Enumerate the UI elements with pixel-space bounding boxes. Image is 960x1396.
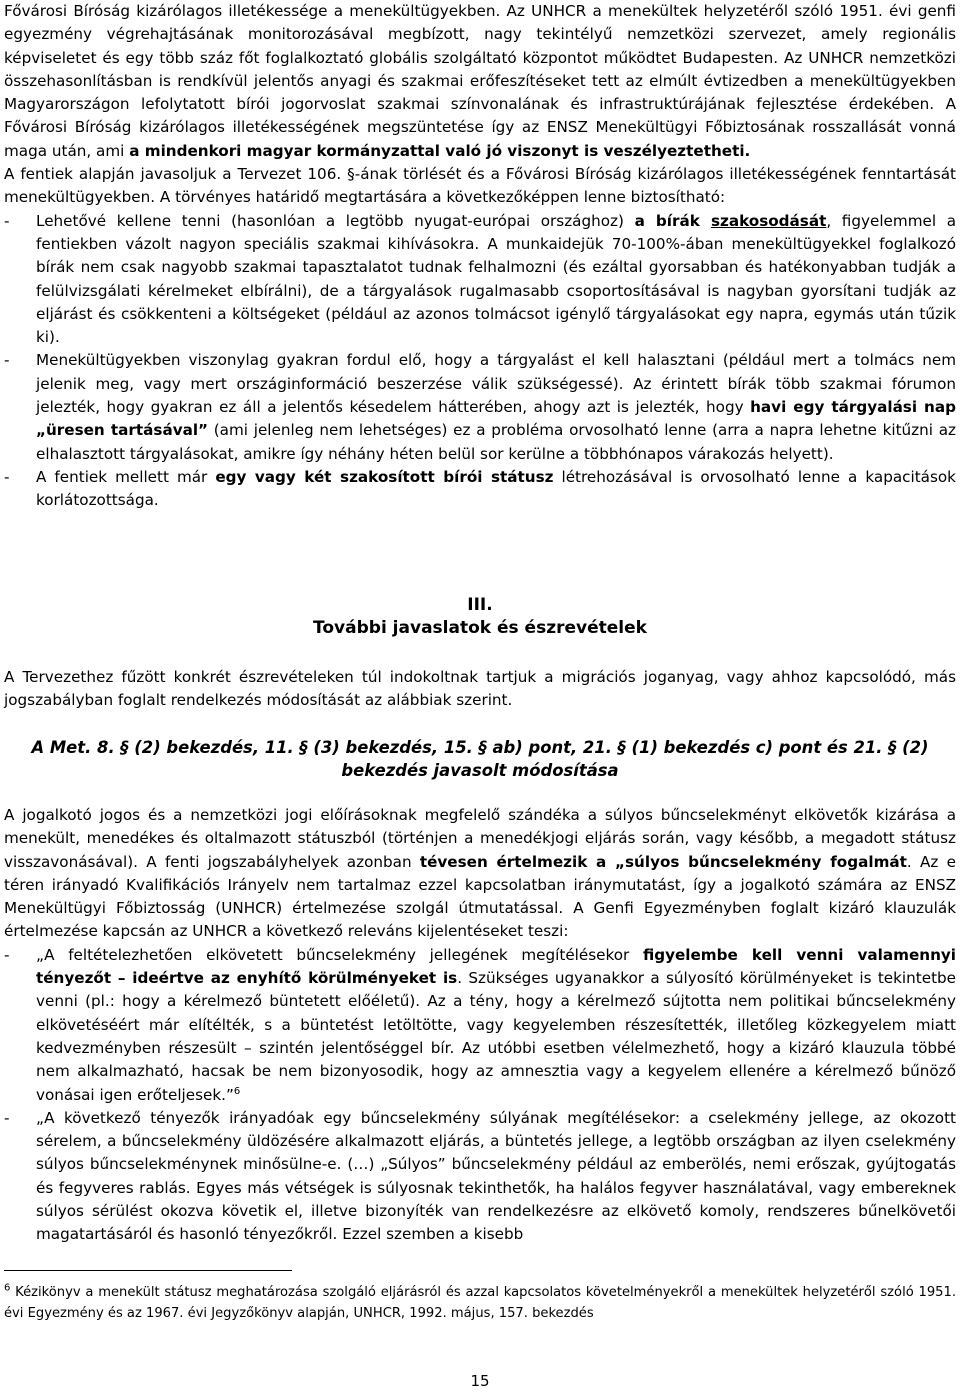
subheading bbox=[4, 736, 956, 783]
bold-text: egy vagy két szakosított bírói státusz bbox=[215, 467, 554, 486]
text-run: létrehozásával is orvosolható lenne a kapacitások korlátozottsága. bbox=[36, 467, 956, 510]
text-run: „A feltételezhetően elkövetett bűncselekmény jellegének megítélésekor bbox=[36, 945, 643, 964]
paragraph-proposal: A fentiek alapján javasoljuk a Tervezet 106. §-ának törlését és a Fővárosi Bíróság kizárólagos illetékességének fenntartását menekültügyekben. A törvényes határidő megtartására a következőképpen lenne biztosítható: bbox=[4, 165, 956, 207]
subheading-line: bekezdés javasolt módosítása bbox=[341, 761, 619, 781]
text-run: . Szükséges ugyanakkor a súlyosító körülményeket is tekintetbe venni (pl.: hogy a kérelmező büntetett előéletű). Az a tény, hogy a kérelmező sújtotta nem politikai bűncselekmény elkövetéséért már elítélték, s a büntetést letöltötte, vagy kegyelemben részesítették, illetőleg közkegyelem miatt kedvezményben részesült – szintén jelentőséggel bír. Az utóbbi esetben vélelmezhető, hogy a kizáró klauzula többé nem alkalmazható, hacsak be nem bizonyosodik, hogy az amnesztia vagy a kegyelem ellenére a kérelmező bűnöző vonásai igen erőteljesek.” bbox=[36, 969, 957, 1104]
text-run: a bírák bbox=[634, 211, 711, 230]
footnote bbox=[4, 1282, 956, 1324]
section-heading bbox=[4, 594, 956, 640]
paragraph-unhcr bbox=[4, 0, 956, 163]
subheading-line: A Met. 8. § (2) bekezdés, 11. § (3) bekezdés, 15. § ab) pont, 21. § (1) bekezdés c) pont és 21. § (2) bbox=[31, 738, 929, 757]
footnote-reference[interactable]: 6 bbox=[233, 1085, 241, 1097]
list-item bbox=[4, 1107, 956, 1247]
underlined-text: szakosodását bbox=[710, 211, 827, 230]
bold-text: tévesen értelmezik a „súlyos bűncselekmény fogalmát bbox=[419, 852, 907, 871]
intro-text bbox=[4, 666, 956, 713]
bold-text: figyelembe kell venni valamennyi tényezőt – ideértve az enyhítő körülményeket is bbox=[36, 945, 956, 988]
body-text-2 bbox=[4, 804, 956, 1247]
text-run: A fentiek mellett már bbox=[36, 467, 216, 486]
paragraph-text: Fővárosi Bíróság kizárólagos illetékessége a menekültügyekben. Az UNHCR a menekültek helyzetéről szóló 1951. évi genfi egyezmény végrehajtásának monitorozásával megbízott, nagy tekintélyű nemzetközi szervezet, amely regionális képviseletet és egy több száz főt foglalkoztató globális szolgáltató központot működtet Budapesten. Az UNHCR nemzetközi összehasonlításban is rendkívül jelentős anyagi és szakmai erőfeszítéseket tett az elmúlt évtizedben a menekültügyekben Magyarországon lefolytatott bírói jogorvoslat szakmai színvonalának és infrastruktúrájának fejlesztése érdekében. A Fővárosi Bíróság kizárólagos illetékességének megszüntetése így az ENSZ Menekültügyi Főbiztosának rosszallását vonná maga után, ami bbox=[4, 2, 956, 160]
list-item-text: „A következő tényezők irányadóak egy bűncselekmény súlyának megítélésekor: a cselekmény jellege, az okozott sérelem, a bűncselekmény üldözésére alkalmazott eljárás, a büntetés jellege, a legtöbb országban az ilyen cselekmény súlyos bűncselekménynek minősülne-e. (…) „Súlyos” bűncselekmény például az emberölés, nemi erőszak, gyújtogatás és fegyveres rablás. Egyes más vétségek is súlyosnak tekinthetők, ha halálos fegyver használatával, vagy embereknek súlyos sérülést okozva követik el, illetve bizonyíték van rendelkezésre az elkövető komoly, rendszeres bűnelkövetői magatartásáról és hasonló tényezőkről. Ezzel szemben a kisebb bbox=[36, 1108, 956, 1244]
text-run: (ami jelenleg nem lehetséges) ez a probléma orvosolható lenne (arra a napra lehetne kitűzni az elhalasztott tárgyalásokat, amikre így néhány héten belül sor kerülne a többhónapos várakozás helyett). bbox=[36, 421, 956, 463]
list-dash: - bbox=[4, 467, 10, 486]
list-dash: - bbox=[4, 351, 10, 370]
list-item-text bbox=[36, 210, 956, 350]
list-item bbox=[4, 944, 956, 1107]
footnote-number: 6 bbox=[4, 1282, 11, 1294]
footnote-text: Kézikönyv a menekült státusz meghatározása szolgáló eljárásról és azzal kapcsolatos követelményekről a menekültek helyzetéről szóló 1951. évi Egyezmény és az 1967. évi Jegyzőkönyv alapján, UNHCR, 1992. május, 157. bekezdés bbox=[4, 1285, 956, 1321]
footnote-separator bbox=[4, 1270, 292, 1271]
text-run: A jogalkotó jogos és a nemzetközi jogi előírásoknak megfelelő szándéka a súlyos bűncselekményt elkövetők kizárása a menekült, menedékes és oltalmazott státuszból (történjen a menedékjogi eljárás során, vagy később, a megadott státusz visszavonásával). A fenti jogszabályhelyek azonban bbox=[4, 806, 956, 871]
list-dash: - bbox=[4, 945, 10, 964]
page-number: 15 bbox=[470, 1372, 490, 1390]
paragraph-crime bbox=[4, 804, 956, 944]
list-item bbox=[4, 466, 956, 513]
list-dash: - bbox=[4, 1108, 10, 1127]
body-text bbox=[4, 0, 956, 513]
list-item-text bbox=[36, 349, 956, 465]
text-run: Menekültügyekben viszonylag gyakran fordul elő, hogy a tárgyalást el kell halasztani (például mert a tolmács nem jelenik meg, vagy mert országinformáció beszerzése válik szükségessé). Az érintett bírák több szakmai fórumon jelezték, hogy gyakran ez áll a jelentős késedelem hátterében, ahogy azt is jelezték, hogy bbox=[36, 351, 956, 417]
list-item bbox=[4, 349, 956, 465]
text-run: . Az e téren irányadó Kvalifikációs Irányelv nem tartalmaz ezzel kapcsolatban iránymutatást, így a jogalkotó számára az ENSZ Menekültügyi Főbiztosság (UNHCR) értelmezése szolgál útmutatással. A Genfi Egyezményben foglalt kizáró klauzulák értelmezése kapcsán az UNHCR a következő releváns kijelentéseket teszi: bbox=[4, 852, 956, 941]
list-item-text bbox=[36, 466, 956, 513]
list-dash: - bbox=[4, 211, 10, 230]
text-run: , figyelemmel a fentiekben vázolt nagyon speciális szakmai kihívásokra. A munkaidejük 70-100%-ában menekültügyekkel foglalkozó bírák nem csak nagyobb szakmai tapasztalatot tudnak felhalmozni (és ezáltal gyorsabban és hatékonyabban tudják a felülvizsgálati kérelmeket elbírálni), de a tárgyalások rugalmasabb csoportosításával is nagyban gyorsítani tudják az eljárást és csökkenteni a költségeket (például az azonos tolmácsot igénylő tárgyalásokat egy napra, egymás után tűzik ki). bbox=[36, 211, 956, 347]
list-item-text bbox=[36, 944, 956, 1107]
bold-text bbox=[635, 212, 827, 230]
bold-text: a mindenkori magyar kormányzattal való jó viszonyt is veszélyeztetheti. bbox=[129, 141, 751, 160]
list-item bbox=[4, 210, 956, 350]
text-run: Lehetővé kellene tenni (hasonlóan a legtöbb nyugat-európai országhoz) bbox=[36, 211, 635, 230]
section-title: További javaslatok és észrevételek bbox=[313, 618, 647, 638]
bold-text: havi egy tárgyalási nap „üresen tartásával” bbox=[36, 398, 956, 440]
section-number: III. bbox=[467, 595, 493, 615]
paragraph-intro: A Tervezethez fűzött konkrét észrevételeken túl indokoltnak tartjuk a migrációs joganyag, vagy ahhoz kapcsolódó, más jogszabályban foglalt rendelkezés módosítását az alábbiak szerint. bbox=[4, 668, 956, 710]
